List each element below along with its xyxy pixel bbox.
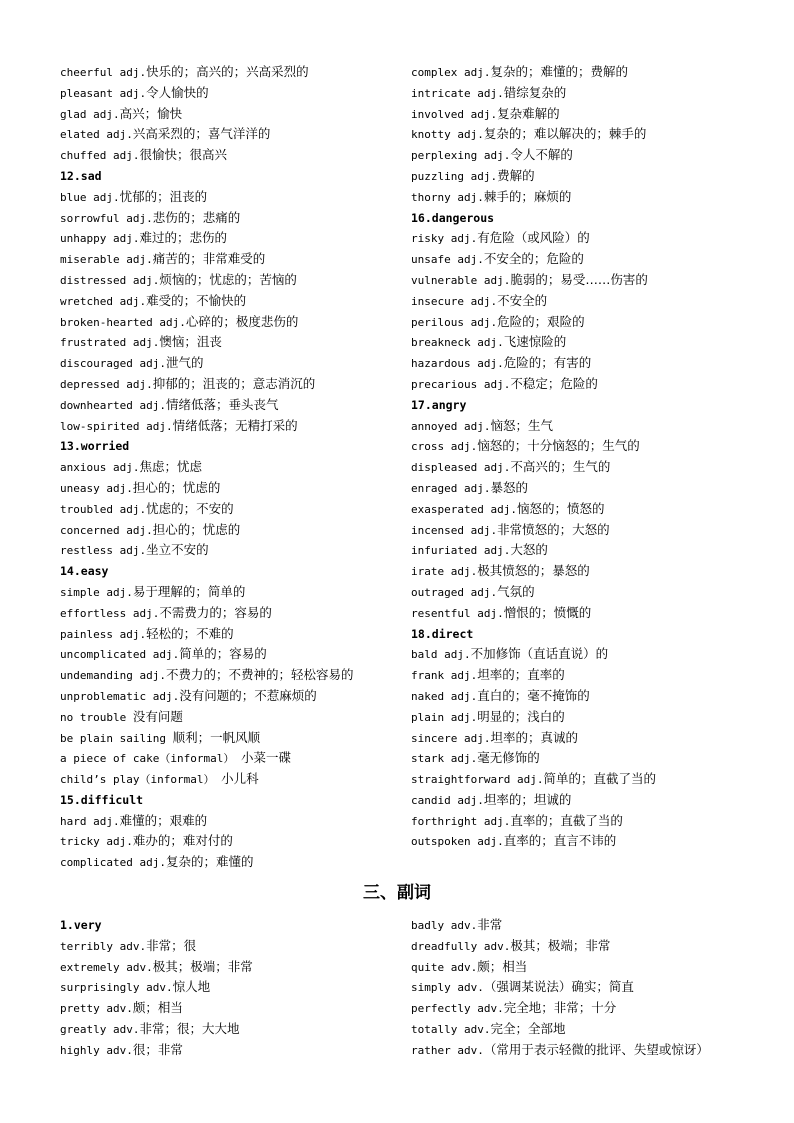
vocab-definition: 情绪低落；无精打采的: [172, 417, 298, 433]
vocab-entry: [411, 187, 771, 208]
vocab-definition: 憎恨的；愤慨的: [503, 604, 592, 620]
vocab-word: uneasy adj.: [60, 481, 133, 495]
vocab-entry: [411, 707, 771, 728]
vocab-word: infuriated adj.: [411, 544, 511, 558]
vocab-entry: [411, 644, 771, 665]
vocab-definition: 担心的；忧虑的: [132, 479, 221, 495]
vocab-definition: 烦恼的；忧虑的；苦恼的: [159, 271, 297, 287]
vocab-word: anxious adj.: [60, 461, 140, 475]
vocab-word: downhearted adj.: [60, 398, 166, 412]
vocab-word: candid adj.: [411, 793, 484, 807]
vocab-word: glad adj.: [60, 107, 120, 121]
vocab-entry: [60, 208, 400, 229]
category-heading: 17.angry: [411, 397, 467, 412]
vocab-entry: [60, 312, 400, 333]
vocab-entry: [411, 436, 771, 457]
vocab-word: extremely adv.: [60, 960, 153, 974]
vocab-word: wretched adj.: [60, 294, 147, 308]
vocab-definition: 懊恼；沮丧: [159, 334, 222, 350]
vocab-entry: [411, 790, 771, 811]
vocab-definition: 悲伤的；悲痛的: [152, 209, 241, 225]
vocab-entry: [411, 582, 771, 603]
vocab-word: plain adj.: [411, 710, 478, 724]
vocab-entry: [411, 416, 771, 437]
vocab-entry: [411, 1019, 771, 1040]
vocab-word: quite adv.: [411, 960, 478, 974]
vocab-definition: 颇；相当: [477, 958, 528, 974]
vocab-entry: [411, 62, 771, 83]
vocab-definition: 恼怒；生气: [490, 417, 553, 433]
vocab-definition: 完全地；非常；十分: [503, 1000, 617, 1016]
vocab-definition: 很愉快；很高兴: [139, 147, 227, 163]
vocab-definition: 很；非常: [132, 1041, 183, 1057]
vocab-word: precarious adj.: [411, 377, 511, 391]
vocab-definition: 复杂难解的: [497, 105, 560, 121]
vocab-entry: [60, 686, 400, 707]
vocab-word: painless adj.: [60, 627, 147, 641]
vocab-definition: 直白的；毫不掩饰的: [477, 687, 590, 703]
vocab-definition: 危险的；艰险的: [497, 313, 585, 329]
vocab-definition: 坦率的；直率的: [477, 667, 565, 683]
vocab-definition: 顺利；一帆风顺: [172, 729, 261, 745]
vocab-entry: [411, 831, 771, 852]
vocab-word: discouraged adj.: [60, 357, 166, 371]
vocab-word: child’s play（informal）: [60, 773, 222, 787]
vocab-word: hard adj.: [60, 814, 120, 828]
vocab-definition: （常用于表示轻微的批评、失望或惊讶）: [483, 1041, 709, 1057]
vocab-word: badly adv.: [411, 919, 478, 932]
vocab-entry: [411, 270, 771, 291]
vocab-definition: 坦率的；真诚的: [490, 729, 578, 745]
vocab-entry: [60, 395, 400, 416]
vocab-word: puzzling adj.: [411, 169, 498, 183]
vocab-word: resentful adj.: [411, 606, 504, 620]
vocab-word: be plain sailing: [60, 731, 173, 745]
vocab-definition: 有危险（或风险）的: [477, 230, 590, 246]
vocab-word: straightforward adj.: [411, 773, 544, 787]
vocab-definition: 情绪低落；垂头丧气: [165, 396, 279, 412]
right-column: [411, 62, 771, 852]
vocab-entry: [411, 561, 771, 582]
vocab-entry: [60, 228, 400, 249]
vocab-definition: 直率的；直言不讳的: [503, 833, 617, 849]
vocab-entry: [60, 1040, 400, 1061]
vocab-definition: 坐立不安的: [146, 542, 209, 558]
vocab-definition: 颇；相当: [132, 1000, 183, 1016]
vocab-word: unproblematic adj.: [60, 689, 180, 703]
category-heading: 14.easy: [60, 564, 109, 579]
vocab-definition: 复杂的；难懂的: [165, 854, 254, 870]
vocab-definition: 担心的；忧虑的: [152, 521, 241, 537]
category-heading: 12.sad: [60, 168, 102, 183]
vocab-word: low-spirited adj.: [60, 419, 173, 433]
vocab-entry: [60, 644, 400, 665]
vocab-definition: 恼怒的；愤怒的: [516, 500, 605, 516]
section-title: 三、副词: [363, 883, 431, 903]
vocab-definition: 忧虑的；不安的: [146, 500, 234, 516]
vocab-entry: [411, 83, 771, 104]
vocab-word: intricate adj.: [411, 86, 504, 100]
vocab-word: pleasant adj.: [60, 86, 147, 100]
vocab-entry: [411, 520, 771, 541]
vocab-word: breakneck adj.: [411, 336, 504, 350]
vocab-entry: [60, 457, 400, 478]
vocab-entry: [60, 62, 400, 83]
vocab-entry: [411, 603, 771, 624]
vocab-definition: 焦虑；忧虑: [139, 459, 202, 475]
vocab-entry: [411, 665, 771, 686]
category-heading: 15.difficult: [60, 792, 144, 807]
vocab-word: cross adj.: [411, 440, 478, 454]
vocab-definition: （强调某说法）确实；简直: [483, 979, 634, 995]
vocab-word: frank adj.: [411, 669, 478, 683]
vocab-entry: [411, 291, 771, 312]
vocab-entry: [60, 582, 400, 603]
vocab-word: perplexing adj.: [411, 149, 511, 163]
category-heading: 18.direct: [411, 626, 474, 641]
vocab-definition: 非常；很；大大地: [139, 1020, 240, 1036]
vocab-definition: 难过的；悲伤的: [139, 230, 227, 246]
vocab-definition: 不需费力的；容易的: [159, 604, 272, 620]
vocab-word: no trouble: [60, 710, 133, 724]
vocab-entry: [60, 769, 400, 790]
vocab-entry: [411, 145, 771, 166]
vocab-definition: 暴怒的: [490, 479, 528, 495]
vocab-entry: [411, 915, 771, 936]
vocab-definition: 抑郁的；沮丧的；意志消沉的: [152, 375, 316, 391]
vocab-definition: 毫无修饰的: [477, 750, 540, 766]
vocab-word: knotty adj.: [411, 128, 484, 142]
vocab-entry: [60, 270, 400, 291]
vocab-word: displeased adj.: [411, 461, 511, 475]
vocab-definition: 没有问题的；不惹麻烦的: [179, 687, 317, 703]
vocab-word: totally adv.: [411, 1022, 491, 1036]
vocab-entry: [411, 332, 771, 353]
vocab-word: incensed adj.: [411, 523, 498, 537]
vocab-entry: [60, 249, 400, 270]
vocab-definition: 非常愤怒的；大怒的: [497, 521, 610, 537]
vocab-definition: 小儿科: [221, 771, 259, 787]
vocab-definition: 恼怒的；十分恼怒的；生气的: [477, 438, 640, 454]
vocab-word: tricky adj.: [60, 835, 133, 849]
vocab-definition: 简单的；容易的: [179, 646, 267, 662]
vocab-definition: 直率的；直截了当的: [510, 812, 623, 828]
vocab-word: miserable adj.: [60, 253, 153, 267]
vocab-word: outraged adj.: [411, 585, 498, 599]
vocab-definition: 飞速惊险的: [503, 334, 567, 350]
vocab-word: enraged adj.: [411, 481, 491, 495]
vocab-word: pretty adv.: [60, 1002, 133, 1016]
vocab-definition: 棘手的；麻烦的: [483, 188, 572, 204]
vocab-entry: [60, 977, 400, 998]
vocab-definition: 不安全的；危险的: [483, 251, 584, 267]
category-heading: 1.very: [60, 918, 102, 932]
vocab-word: unsafe adj.: [411, 253, 484, 267]
vocab-entry: [411, 728, 771, 749]
vocab-word: sorrowful adj.: [60, 211, 153, 225]
vocab-entry: [411, 957, 771, 978]
vocab-entry: [411, 748, 771, 769]
vocab-word: uncomplicated adj.: [60, 648, 180, 662]
category-heading: 13.worried: [60, 439, 130, 454]
vocab-entry: [411, 166, 771, 187]
vocab-entry: [60, 728, 400, 749]
vocab-entry: [60, 811, 400, 832]
section2-right-column: [411, 915, 771, 1061]
vocab-word: involved adj.: [411, 107, 498, 121]
vocab-word: irate adj.: [411, 565, 478, 579]
vocab-entry: [60, 520, 400, 541]
vocab-definition: 忧郁的；沮丧的: [119, 188, 208, 204]
vocab-entry: [60, 416, 400, 437]
vocab-word: undemanding adj.: [60, 669, 166, 683]
vocab-word: depressed adj.: [60, 377, 153, 391]
vocab-entry: [60, 624, 400, 645]
vocab-entry: [60, 957, 400, 978]
vocab-entry: [60, 124, 400, 145]
vocab-definition: 快乐的；高兴的；兴高采烈的: [146, 64, 309, 79]
vocab-entry: [411, 228, 771, 249]
vocab-definition: 痛苦的；非常难受的: [152, 251, 266, 267]
vocab-definition: 脆弱的；易受……伤害的: [510, 271, 648, 287]
vocab-entry: [60, 603, 400, 624]
vocab-entry: [411, 936, 771, 957]
vocab-entry: [60, 332, 400, 353]
vocab-entry: [411, 312, 771, 333]
vocab-entry: [60, 540, 400, 561]
vocab-word: highly adv.: [60, 1043, 133, 1057]
vocab-definition: 令人愉快的: [146, 84, 209, 100]
vocab-word: broken-hearted adj.: [60, 315, 186, 329]
vocab-definition: 令人不解的: [510, 147, 573, 163]
vocab-definition: 复杂的；难以解决的；棘手的: [483, 126, 647, 142]
vocab-word: chuffed adj.: [60, 149, 140, 163]
vocab-entry: [60, 291, 400, 312]
vocab-definition: 费解的: [497, 167, 535, 183]
vocab-entry: [411, 104, 771, 125]
vocab-definition: 难受的；不愉快的: [146, 292, 247, 308]
vocab-word: greatly adv.: [60, 1022, 140, 1036]
vocab-entry: [411, 1040, 771, 1061]
vocab-definition: 不高兴的；生气的: [510, 459, 611, 475]
vocab-word: complicated adj.: [60, 856, 166, 870]
vocab-word: elated adj.: [60, 128, 133, 142]
vocab-entry: [60, 831, 400, 852]
vocab-definition: 简单的；直截了当的: [543, 771, 656, 787]
vocab-entry: [411, 540, 771, 561]
vocab-entry: [60, 478, 400, 499]
vocab-word: simply adv.: [411, 981, 484, 995]
vocab-word: dreadfully adv.: [411, 939, 511, 953]
vocab-word: rather adv.: [411, 1043, 484, 1057]
vocab-definition: 不费力的；不费神的；轻松容易的: [165, 667, 354, 683]
vocab-entry: [60, 145, 400, 166]
vocab-word: perilous adj.: [411, 315, 498, 329]
vocab-word: bald adj.: [411, 648, 471, 662]
vocab-entry: [60, 187, 400, 208]
vocab-entry: [60, 353, 400, 374]
vocab-word: insecure adj.: [411, 294, 498, 308]
vocab-definition: 明显的；浅白的: [477, 708, 565, 724]
vocab-definition: 大怒的: [510, 542, 548, 558]
vocab-word: concerned adj.: [60, 523, 153, 537]
vocab-definition: 小菜一碟: [240, 750, 291, 766]
vocab-definition: 不安全的: [497, 292, 548, 308]
vocab-word: restless adj.: [60, 544, 147, 558]
vocab-entry: [411, 686, 771, 707]
vocab-entry: [411, 374, 771, 395]
vocab-definition: 难懂的；艰难的: [119, 812, 208, 828]
vocab-definition: 完全；全部地: [490, 1020, 566, 1036]
vocab-entry: [60, 852, 400, 873]
vocab-word: outspoken adj.: [411, 835, 504, 849]
vocab-definition: 惊人地: [172, 979, 211, 995]
vocab-entry: [60, 707, 400, 728]
vocab-entry: [411, 249, 771, 270]
vocab-entry: [60, 748, 400, 769]
vocab-definition: 不稳定；危险的: [510, 375, 598, 391]
vocab-word: stark adj.: [411, 752, 478, 766]
vocab-definition: 非常: [477, 917, 503, 932]
vocab-word: frustrated adj.: [60, 336, 160, 350]
vocab-word: hazardous adj.: [411, 357, 504, 371]
vocab-definition: 心碎的；极度悲伤的: [185, 313, 299, 329]
vocab-word: distressed adj.: [60, 273, 160, 287]
vocab-definition: 复杂的；难懂的；费解的: [490, 64, 628, 79]
vocab-entry: [60, 104, 400, 125]
left-column: [60, 62, 400, 873]
section2-left-column: [60, 915, 400, 1061]
vocab-word: a piece of cake（informal）: [60, 752, 241, 766]
vocab-definition: 极其愤怒的；暴怒的: [477, 563, 590, 579]
vocab-definition: 非常；很: [146, 937, 197, 953]
vocab-definition: 轻松的；不难的: [146, 625, 234, 641]
vocab-word: troubled adj.: [60, 502, 147, 516]
vocab-entry: [60, 83, 400, 104]
vocab-entry: [411, 124, 771, 145]
vocab-entry: [60, 374, 400, 395]
vocab-entry: [411, 499, 771, 520]
vocab-entry: [60, 665, 400, 686]
vocab-definition: 兴高采烈的；喜气洋洋的: [132, 126, 271, 142]
vocab-word: thorny adj.: [411, 190, 484, 204]
vocab-word: surprisingly adv.: [60, 981, 173, 995]
vocab-word: sincere adj.: [411, 731, 491, 745]
vocab-definition: 没有问题: [132, 708, 183, 724]
vocab-word: simple adj.: [60, 585, 133, 599]
vocab-word: complex adj.: [411, 66, 491, 79]
vocab-entry: [411, 457, 771, 478]
vocab-definition: 不加修饰（直话直说）的: [470, 646, 609, 662]
vocab-word: annoyed adj.: [411, 419, 491, 433]
category-heading: 16.dangerous: [411, 210, 495, 225]
vocab-word: terribly adv.: [60, 939, 147, 953]
vocab-word: naked adj.: [411, 689, 478, 703]
vocab-entry: [411, 811, 771, 832]
vocab-word: blue adj.: [60, 190, 120, 204]
vocab-entry: [60, 936, 400, 957]
vocab-definition: 泄气的: [165, 355, 204, 371]
vocab-entry: [411, 478, 771, 499]
vocab-word: unhappy adj.: [60, 232, 140, 246]
vocab-definition: 坦率的；坦诚的: [483, 791, 572, 807]
vocab-word: exasperated adj.: [411, 502, 517, 516]
vocab-definition: 危险的；有害的: [503, 355, 592, 371]
vocab-entry: [411, 998, 771, 1019]
vocab-definition: 易于理解的；简单的: [132, 583, 246, 599]
vocab-word: vulnerable adj.: [411, 273, 511, 287]
vocab-entry: [60, 998, 400, 1019]
vocab-word: forthright adj.: [411, 814, 511, 828]
vocab-entry: [411, 353, 771, 374]
vocab-word: effortless adj.: [60, 606, 160, 620]
vocab-definition: 错综复杂的: [503, 84, 567, 100]
vocab-word: risky adj.: [411, 232, 478, 246]
vocab-entry: [60, 1019, 400, 1040]
vocab-definition: 气氛的: [497, 583, 535, 599]
vocab-definition: 难办的；难对付的: [132, 833, 233, 849]
vocab-entry: [60, 499, 400, 520]
vocab-word: cheerful adj.: [60, 66, 147, 79]
vocab-definition: 高兴；愉快: [119, 105, 183, 121]
vocab-definition: 极其；极端；非常: [152, 958, 253, 974]
vocab-entry: [411, 769, 771, 790]
vocab-entry: [411, 977, 771, 998]
vocab-definition: 极其；极端；非常: [510, 937, 611, 953]
vocab-word: perfectly adv.: [411, 1002, 504, 1016]
